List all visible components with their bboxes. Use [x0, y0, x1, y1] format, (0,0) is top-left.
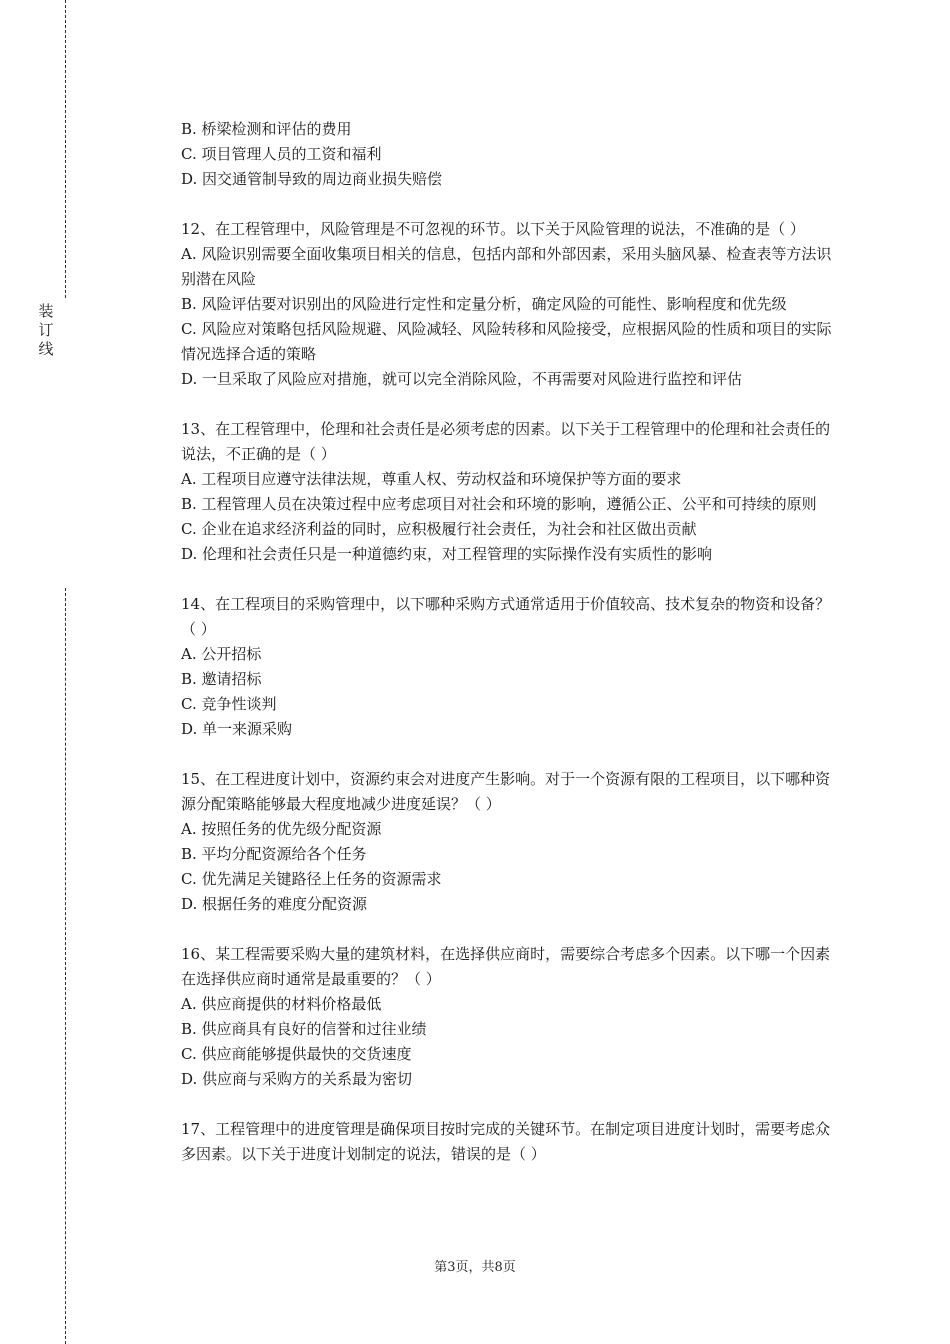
question-stem: 16、某工程需要采购大量的建筑材料，在选择供应商时，需要综合考虑多个因素。以下哪一个因素在选择供应商时通常是最重要的？（ ） [181, 945, 831, 988]
answer-option: C. 企业在追求经济利益的同时，应积极履行社会责任，为社会和社区做出贡献 [181, 520, 697, 538]
answer-option: A. 按照任务的优先级分配资源 [181, 820, 382, 838]
answer-option: B. 工程管理人员在决策过程中应考虑项目对社会和环境的影响，遵循公正、公平和可持续的原则 [181, 495, 817, 513]
answer-option: B. 风险评估要对识别出的风险进行定性和定量分析，确定风险的可能性、影响程度和优先级 [181, 295, 787, 313]
answer-option: B. 桥梁检测和评估的费用 [181, 120, 352, 138]
answer-option: B. 供应商具有良好的信誉和过往业绩 [181, 1020, 427, 1038]
question-block [181, 417, 838, 567]
question-block [181, 117, 838, 192]
answer-option: C. 风险应对策略包括风险规避、风险减轻、风险转移和风险接受，应根据风险的性质和项目的实际情况选择合适的策略 [181, 320, 832, 363]
answer-option: C. 优先满足关键路径上任务的资源需求 [181, 870, 442, 888]
binding-line [65, 0, 66, 298]
question-block [181, 767, 838, 917]
answer-option: A. 工程项目应遵守法律法规，尊重人权、劳动权益和环境保护等方面的要求 [181, 470, 682, 488]
binding-line [65, 588, 66, 1344]
answer-option: D. 根据任务的难度分配资源 [181, 895, 368, 913]
question-block [181, 1117, 838, 1167]
question-block [181, 217, 838, 392]
binding-char: 线 [38, 340, 54, 358]
answer-option: B. 邀请招标 [181, 670, 262, 688]
answer-option: A. 公开招标 [181, 645, 262, 663]
answer-option: D. 供应商与采购方的关系最为密切 [181, 1070, 413, 1088]
question-block [181, 942, 838, 1092]
question-stem: 15、在工程进度计划中，资源约束会对进度产生影响。对于一个资源有限的工程项目，以下哪种资源分配策略能够最大程度地减少进度延误？（ ） [181, 770, 831, 813]
answer-option: C. 项目管理人员的工资和福利 [181, 145, 382, 163]
question-block [181, 592, 838, 742]
answer-option: A. 风险识别需要全面收集项目相关的信息，包括内部和外部因素，采用头脑风暴、检查表等方法识别潜在风险 [181, 245, 832, 288]
question-stem: 17、工程管理中的进度管理是确保项目按时完成的关键环节。在制定项目进度计划时，需要考虑众多因素。以下关于进度计划制定的说法，错误的是（ ） [181, 1120, 831, 1163]
question-stem: 12、在工程管理中，风险管理是不可忽视的环节。以下关于风险管理的说法，不准确的是（ ） [181, 220, 805, 238]
answer-option: A. 供应商提供的材料价格最低 [181, 995, 382, 1013]
answer-option: C. 竞争性谈判 [181, 695, 277, 713]
question-list [181, 117, 838, 1192]
answer-option: D. 单一来源采购 [181, 720, 293, 738]
binding-label [36, 302, 56, 359]
answer-option: C. 供应商能够提供最快的交货速度 [181, 1045, 412, 1063]
binding-char: 装 [38, 302, 54, 320]
answer-option: D. 伦理和社会责任只是一种道德约束，对工程管理的实际操作没有实质性的影响 [181, 545, 713, 563]
page-number: 第3页，共8页 [434, 1260, 516, 1275]
question-stem: 14、在工程项目的采购管理中，以下哪种采购方式通常适用于价值较高、技术复杂的物资和设备？（ ） [181, 595, 831, 638]
answer-option: D. 因交通管制导致的周边商业损失赔偿 [181, 170, 443, 188]
answer-option: B. 平均分配资源给各个任务 [181, 845, 367, 863]
question-stem: 13、在工程管理中，伦理和社会责任是必须考虑的因素。以下关于工程管理中的伦理和社会责任的说法，不正确的是（ ） [181, 420, 831, 463]
binding-char: 订 [38, 321, 54, 339]
answer-option: D. 一旦采取了风险应对措施，就可以完全消除风险，不再需要对风险进行监控和评估 [181, 370, 743, 388]
